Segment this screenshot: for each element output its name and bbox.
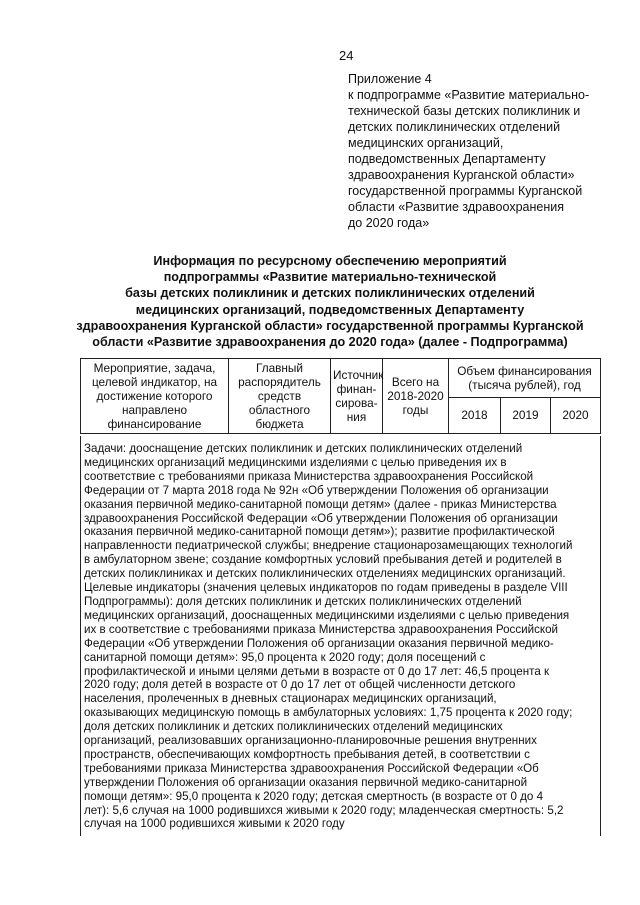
header-year-2019: 2019 [501,397,551,434]
tasks-line: Подпрограммы): доля детских поликлиник и детских поликлинических отделений [84,594,522,608]
title-line: медицинских организаций, подведомственных Департаменту [135,302,525,317]
tasks-line: Целевые индикаторы (значения целевых индикаторов по годам приведены в разделе VIII [84,581,568,595]
header-volume: Объем финансирования (тысяча рублей), год [449,359,601,398]
appendix-line: к подпрограмме «Развитие материально- [348,88,590,102]
appendix-line: государственной программы Курганской [348,184,583,198]
tasks-line: случая на 1000 родившихся живыми к 2020 году [84,817,345,831]
tasks-line: населения, пролеченных в дневных стационарах медицинских организаций, [84,692,497,706]
tasks-line: пространств, обеспечивающих комфортность пребывания детей, в соответствии с [84,747,530,761]
tasks-line: Федерации от 7 марта 2018 года № 92н «Об утверждении Положения об организации [84,483,549,497]
tasks-line: оказания первичной медико-санитарной помощи детям»); развитие профилактической [84,525,555,539]
table-border-left [80,436,81,836]
tasks-line: Задачи: дооснащение детских поликлиник и детских поликлинических отделений [84,442,523,455]
header-year-2020: 2020 [551,397,601,434]
header-activity: Мероприятие, задача, целевой индикатор, на достижение которого направлено финансирование [81,359,229,434]
tasks-line: соответствие с требованиями приказа Министерства здравоохранения Российской [84,469,534,483]
tasks-line: требованиями приказа Министерства здравоохранения Российской Федерации «Об [84,761,539,775]
appendix-line: Приложение 4 [348,72,432,86]
appendix-line: детских поликлинических отделений [348,120,561,134]
tasks-line: профилактической и иными целями детьми в возрасте от 0 до 17 лет: 46,5 процента к [84,664,550,678]
appendix-line: до 2020 года» [348,216,430,230]
appendix-line: подведомственных Департаменту [348,152,546,166]
title-line: базы детских поликлиник и детских поликлинических отделений [125,286,535,301]
tasks-and-indicators [84,442,596,831]
document-title [60,253,600,350]
appendix-line: здравоохранения Курганской области» [348,168,575,182]
tasks-line: в амбулаторном звене; создание комфортных условий пребывания детей и родителей в [84,553,562,567]
title-line: области «Развитие здравоохранения до 2020 года» (далее - Подпрограмма) [92,335,568,350]
appendix-line: технической базы детских поликлиник и [348,104,581,118]
appendix-header [348,71,618,231]
title-line: здравоохранения Курганской области» государственной программы Курганской [76,318,584,333]
header-source: Источник финан- сирова- ния [331,359,383,434]
tasks-line: оказания первичной медико-санитарной помощи детям» (далее - приказ Министерства [84,497,557,511]
tasks-line: медицинских организаций медицинскими изделиями с целью приведения их в [84,455,507,469]
tasks-line: здравоохранения Российской Федерации «Об утверждении Положения об организации [84,511,558,525]
tasks-line: детских поликлиниках и детских поликлинических отделениях медицинских организаций. [84,567,566,581]
tasks-line: санитарной помощи детям»: 95,0 процента к 2020 году; доля посещений с [84,650,486,664]
tasks-line: доля детских поликлиник и детских поликлинических отделений медицинских [84,720,503,734]
table-border-right [600,436,601,836]
header-total: Всего на 2018-2020 годы [383,359,449,434]
page-number: 24 [339,48,354,63]
tasks-line: оказывающих медицинскую помощь в амбулаторных условиях: 1,75 процента к 2020 году; [84,706,573,720]
header-year-2018: 2018 [449,397,501,434]
financing-table [80,358,601,434]
tasks-line: утверждении Положения об организации оказания первичной медико-санитарной [84,775,528,789]
tasks-line: помощи детям»: 95,0 процента к 2020 году; детская смертность (в возрасте от 0 до 4 [84,789,544,803]
header-manager: Главный распорядитель средств областного бюджета [229,359,331,434]
tasks-line: медицинских организаций, дооснащенных медицинскими изделиями с целью приведения [84,608,570,622]
tasks-line: 2020 году; доля детей в возрасте от 0 до 17 лет от общей численности детского [84,678,516,692]
title-line: Информация по ресурсному обеспечению мероприятий [153,254,507,268]
tasks-line: Федерации «Об утверждении Положения об организации оказания первичной медико- [84,636,554,650]
appendix-line: области «Развитие здравоохранения [348,200,564,214]
tasks-line: их в соответствие с требованиями приказа Министерства здравоохранения Российской [84,622,559,636]
title-line: подпрограммы «Развитие материально-технической [163,270,497,285]
tasks-line: организаций, реализовавших организационно-планировочные решения внутренних [84,734,537,748]
tasks-line: лет): 5,6 случая на 1000 родившихся живыми к 2020 году; младенческая смертность: 5,2 [84,803,564,817]
tasks-line: направленности педиатрической службы; внедрение стационарозамещающих технологий [84,539,573,553]
appendix-line: медицинских организаций, [348,136,504,150]
